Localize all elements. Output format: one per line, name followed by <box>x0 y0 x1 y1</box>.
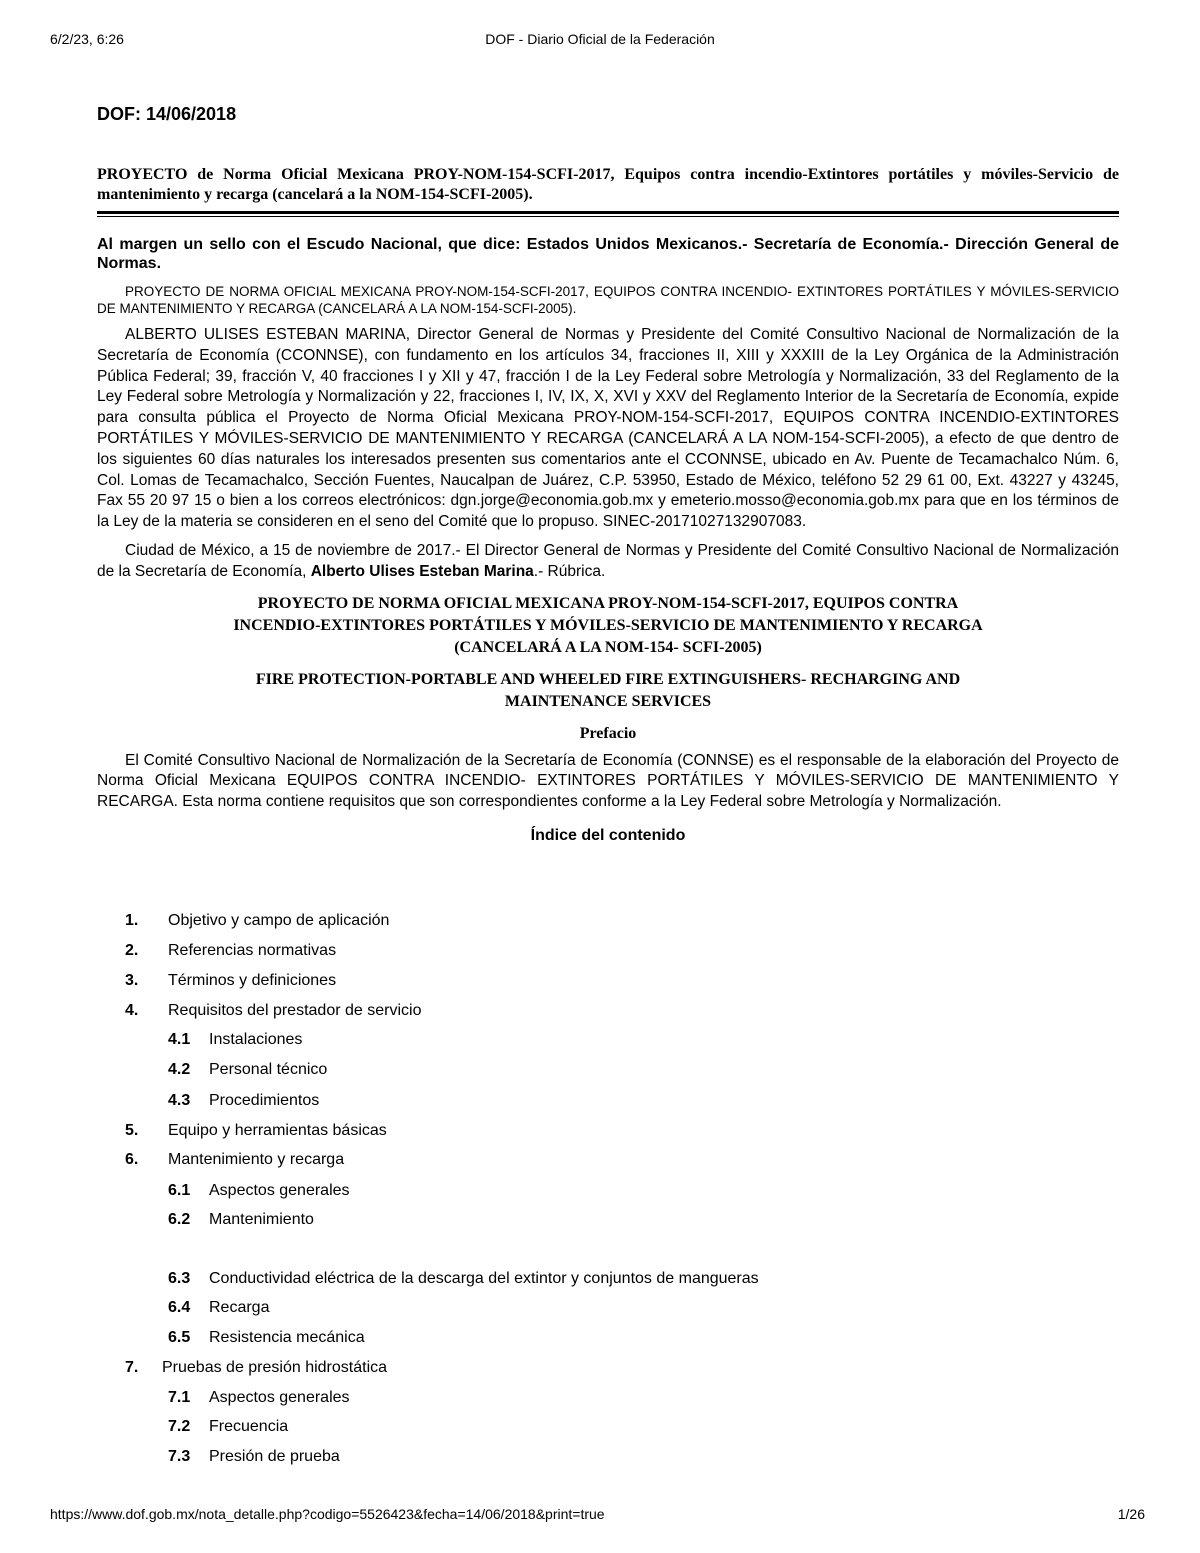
toc-item-label: Conductividad eléctrica de la descarga del extintor y conjuntos de mangueras <box>209 1270 759 1287</box>
toc-item-number: 4.2 <box>168 1061 191 1078</box>
toc-item-number: 6.4 <box>168 1299 191 1316</box>
toc-item <box>125 1122 387 1140</box>
toc-item <box>125 1002 421 1020</box>
toc-item-label: Objetivo y campo de aplicación <box>168 912 390 929</box>
document-body <box>97 104 1119 845</box>
toc-item-number: 4. <box>125 1002 139 1019</box>
toc-item <box>168 1418 288 1436</box>
toc-item-number: 6.3 <box>168 1270 191 1287</box>
norm-title-line-1: PROYECTO DE NORMA OFICIAL MEXICANA PROY-NOM-154-SCFI-2017, EQUIPOS CONTRA <box>257 594 959 612</box>
toc-item <box>125 1359 387 1377</box>
norm-title-line-3: (CANCELARÁ A LA NOM-154- SCFI-2005) <box>454 638 762 656</box>
print-datetime: 6/2/23, 6:26 <box>50 31 124 47</box>
toc-item-label: Equipo y herramientas básicas <box>168 1122 387 1139</box>
toc-item-number: 6.5 <box>168 1329 191 1346</box>
toc-item-label: Procedimientos <box>209 1092 320 1109</box>
english-title <box>97 669 1119 713</box>
document-title: PROYECTO de Norma Oficial Mexicana PROY-NOM-154-SCFI-2017, Equipos contra incendio-Extintores portátiles y móviles-Servicio de mantenimiento y recarga (cancelará a la NOM-154-SCFI-2005). <box>97 166 1119 203</box>
caps-intro: PROYECTO DE NORMA OFICIAL MEXICANA PROY-NOM-154-SCFI-2017, EQUIPOS CONTRA INCENDIO- EXTINTORES PORTÁTILES Y MÓVILES-SERVICIO DE MANTENIMIENTO Y RECARGA (CANCELARÁ A LA NOM-154-SCFI-2005). <box>97 284 1119 316</box>
toc-item-number: 7.2 <box>168 1418 191 1435</box>
toc-item-label: Referencias normativas <box>168 942 337 959</box>
toc-item <box>168 1329 365 1347</box>
toc-item-label: Aspectos generales <box>209 1389 350 1406</box>
print-page-title: DOF - Diario Oficial de la Federación <box>485 31 715 47</box>
toc-item <box>168 1211 314 1229</box>
toc-item <box>125 912 389 930</box>
toc-item-number: 1. <box>125 912 139 929</box>
toc-item-number: 4.3 <box>168 1092 191 1109</box>
english-title-line-1: FIRE PROTECTION-PORTABLE AND WHEELED FIRE EXTINGUISHERS- RECHARGING AND <box>255 670 961 688</box>
toc-item <box>168 1270 759 1288</box>
toc-item-label: Presión de prueba <box>209 1448 340 1465</box>
toc-item <box>168 1389 350 1407</box>
norm-title-line-2: INCENDIO-EXTINTORES PORTÁTILES Y MÓVILES-SERVICIO DE MANTENIMIENTO Y RECARGA <box>233 616 983 634</box>
paragraph-2 <box>97 541 1119 583</box>
prefacio-heading: Prefacio <box>579 724 637 742</box>
toc-item <box>125 942 336 960</box>
english-title-line-2: MAINTENANCE SERVICES <box>504 692 712 710</box>
toc-item <box>168 1448 340 1466</box>
toc-item-label: Instalaciones <box>209 1031 303 1048</box>
paragraph-2-end: .- Rúbrica. <box>533 562 606 580</box>
toc-item-label: Requisitos del prestador de servicio <box>168 1002 422 1019</box>
toc-item-label: Pruebas de presión hidrostática <box>162 1359 388 1376</box>
margin-note: Al margen un sello con el Escudo Nacional, que dice: Estados Unidos Mexicanos.- Secretaría de Economía.- Dirección General de Normas. <box>97 236 1119 272</box>
toc-item-number: 6.1 <box>168 1182 191 1199</box>
toc-item-number: 3. <box>125 972 139 989</box>
signer-name: Alberto Ulises Esteban Marina <box>310 562 534 580</box>
toc-item <box>168 1092 319 1110</box>
toc-item-label: Términos y definiciones <box>168 972 337 989</box>
prefacio-text: El Comité Consultivo Nacional de Normalización de la Secretaría de Economía (CONNSE) es el responsable de la elaboración del Proyecto de Norma Oficial Mexicana EQUIPOS CONTRA INCENDIO- EXTINTORES PORTÁTILES Y MÓVILES-SERVICIO DE MANTENIMIENTO Y RECARGA. Esta norma contiene requisitos que son correspondientes conforme a la Ley Federal sobre Metrología y Normalización. <box>97 751 1119 811</box>
paragraph-1: ALBERTO ULISES ESTEBAN MARINA, Director General de Normas y Presidente del Comité Consultivo Nacional de Normalización de la Secretaría de Economía (CCONNSE), con fundamento en los artículos 34, fracciones II, XIII y XXXIII de la Ley Orgánica de la Administración Pública Federal; 39, fracción V, 40 fracciones I y XII y 47, fracción I de la Ley Federal sobre Metrología y Normalización, 33 del Reglamento de la Ley Federal sobre Metrología y Normalización y 22, fracciones I, IV, IX, X, XVI y XXV del Reglamento Interior de la Secretaría de Economía, expide para consulta pública el Proyecto de Norma Oficial Mexicana PROY-NOM-154-SCFI-2017, EQUIPOS CONTRA INCENDIO-EXTINTORES PORTÁTILES Y MÓVILES-SERVICIO DE MANTENIMIENTO Y RECARGA (CANCELARÁ A LA NOM-154-SCFI-2005), a efecto de que dentro de los siguientes 60 días naturales los interesados presenten sus comentarios ante el CCONNSE, ubicado en Av. Puente de Tecamachalco Núm. 6, Col. Lomas de Tecamachalco, Sección Fuentes, Naucalpan de Juárez, C.P. 53950, Estado de México, teléfono 52 29 61 00, Ext. 43227 y 43245, Fax 55 20 97 15 o bien a los correos electrónicos: dgn.jorge@economia.gob.mx y emeterio.mosso@economia.gob.mx para que en los términos de la Ley de la materia se consideren en el seno del Comité que lo propuso. SINEC-20171027132907083. <box>97 326 1119 531</box>
toc-item-label: Frecuencia <box>209 1418 289 1435</box>
toc-item-number: 7. <box>125 1359 139 1376</box>
indice-heading: Índice del contenido <box>530 826 686 844</box>
paragraph-2-start: Ciudad de México, a 15 de noviembre de 2017.- El Director General de Normas y Presidente del Comité Consultivo Nacional de Normalización de la Secretaría de Economía, <box>97 541 1119 580</box>
toc-item-number: 5. <box>125 1122 139 1139</box>
toc-item-number: 7.1 <box>168 1389 191 1406</box>
toc-item-number: 6.2 <box>168 1211 191 1228</box>
toc-item-number: 2. <box>125 942 139 959</box>
title-divider-thick <box>97 211 1119 214</box>
toc-item <box>168 1182 350 1200</box>
toc-item-label: Personal técnico <box>209 1061 328 1078</box>
toc-item <box>168 1299 269 1317</box>
toc-item <box>125 972 336 990</box>
print-url: https://www.dof.gob.mx/nota_detalle.php?codigo=5526423&fecha=14/06/2018&print=true <box>50 1506 605 1522</box>
toc-item-number: 7.3 <box>168 1448 191 1465</box>
toc-item-label: Recarga <box>209 1299 270 1316</box>
toc-item-label: Mantenimiento y recarga <box>168 1151 345 1168</box>
toc-item-number: 4.1 <box>168 1031 191 1048</box>
toc-item <box>125 1151 344 1169</box>
toc-item <box>168 1031 302 1049</box>
print-page-number: 1/26 <box>1117 1506 1145 1522</box>
toc-item-label: Aspectos generales <box>209 1182 350 1199</box>
title-divider-thin <box>97 216 1119 217</box>
toc-item-label: Mantenimiento <box>209 1211 314 1228</box>
toc-item-label: Resistencia mecánica <box>209 1329 365 1346</box>
norm-title <box>97 593 1119 659</box>
toc-item <box>168 1061 327 1079</box>
dof-date: DOF: 14/06/2018 <box>97 104 237 124</box>
toc-item-number: 6. <box>125 1151 139 1168</box>
